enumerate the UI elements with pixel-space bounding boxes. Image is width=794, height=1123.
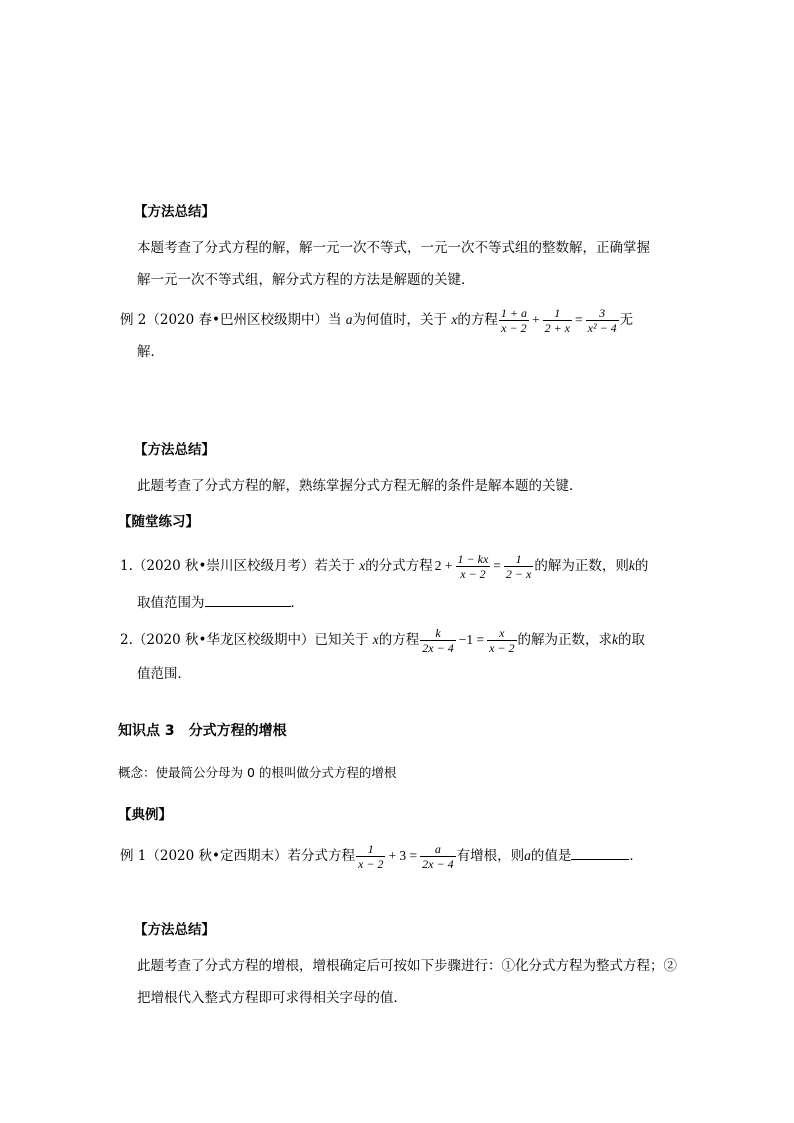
constant-term: 2 + — [434, 558, 453, 573]
operator: −1 = — [458, 632, 485, 647]
question-1-prefix: 1.（2020 秋•崇川区校级月考）若关于 — [120, 558, 355, 574]
variable-k: k — [628, 558, 635, 573]
question-2-text: 的解为正数，求 — [517, 632, 613, 648]
equals-sign: = — [493, 558, 501, 573]
variable-a: a — [524, 848, 531, 863]
method-summary-text: 此题考查了分式方程的解，熟练掌握分式方程无解的条件是解本题的关键． — [137, 478, 583, 494]
question-2-continuation: 值范围． — [137, 666, 191, 682]
equals-sign: = — [575, 312, 583, 327]
section-title: 知识点 3 分式方程的增根 — [118, 723, 287, 739]
examples-heading: 【典例】 — [118, 807, 172, 823]
example-1-question — [120, 838, 643, 874]
fraction: $\frac{1}{2 - x}$ — [505, 552, 532, 581]
concept-definition: 概念：使最简公分母为 0 的根叫做分式方程的增根 — [118, 765, 397, 780]
question-2-text: 的方程 — [378, 632, 420, 648]
method-summary-text: 此题考查了分式方程的增根，增根确定后可按如下步骤进行：①化分式方程为整式方程；② — [137, 958, 677, 974]
answer-blank[interactable] — [205, 592, 291, 607]
fraction: $\frac{1 - kx}{x - 2}$ — [457, 552, 489, 581]
example-2-text: 为何值时，关于 — [352, 312, 448, 328]
question-2-prefix: 2.（2020 秋•华龙区校级期中）已知关于 — [120, 632, 369, 648]
example-1-text: 的值是 — [530, 848, 572, 864]
variable-x: x — [372, 632, 379, 647]
method-summary-heading: 【方法总结】 — [134, 922, 215, 938]
example-2-text: 的方程 — [457, 312, 498, 328]
operator: + 3 = — [388, 848, 418, 863]
question-1-text: 取值范围为 — [137, 595, 205, 611]
variable-a: a — [345, 312, 353, 327]
fraction: $\frac{a}{2x - 4}$ — [422, 842, 454, 871]
fraction: $\frac{k}{2x - 4}$ — [422, 626, 454, 655]
example-2-question — [120, 302, 633, 338]
question-1-text: 的分式方程 — [365, 558, 433, 574]
practice-heading: 【随堂练习】 — [118, 514, 199, 530]
question-2-suffix: 的取 — [618, 632, 646, 648]
example-2-continuation: 解． — [137, 344, 164, 360]
example-2-suffix: 无 — [619, 312, 634, 328]
method-summary-heading: 【方法总结】 — [134, 204, 215, 220]
method-summary-text: 解一元一次不等式组，解分式方程的方法是解题的关键． — [137, 272, 475, 288]
variable-x: x — [451, 312, 458, 327]
question-1-continuation — [137, 592, 304, 613]
practice-question-1 — [120, 548, 648, 584]
variable-x: x — [359, 558, 366, 573]
example-1-end: ． — [629, 848, 643, 864]
variable-k: k — [612, 632, 619, 647]
example-1-prefix: 例 1（2020 秋•定西期末）若分式方程 — [120, 848, 355, 864]
fraction: $\frac{3}{\text{x² − 4}}$ — [587, 306, 617, 335]
question-1-text: 的解为正数，则 — [534, 558, 629, 574]
fraction: $\frac{x}{x - 2}$ — [489, 626, 515, 655]
method-summary-text: 本题考查了分式方程的解，解一元一次不等式，一元一次不等式组的整数解，正确掌握 — [137, 240, 650, 256]
plus-sign: + — [531, 312, 540, 327]
question-1-suffix: 的 — [634, 558, 649, 574]
example-1-text: 有增根，则 — [456, 848, 525, 864]
method-summary-heading: 【方法总结】 — [134, 442, 215, 458]
question-1-end: ． — [290, 595, 304, 611]
fraction: $\frac{1}{2 + x}$ — [544, 306, 571, 335]
fraction: $\frac{1 + a}{x - 2}$ — [500, 306, 527, 335]
answer-blank[interactable] — [571, 845, 629, 860]
example-2-prefix: 例 2（2020 春•巴州区校级期中）当 — [120, 312, 342, 328]
method-summary-text: 把增根代入整式方程即可求得相关字母的值． — [137, 990, 407, 1006]
practice-question-2 — [120, 622, 645, 658]
fraction: $\frac{1}{x - 2}$ — [358, 842, 384, 871]
